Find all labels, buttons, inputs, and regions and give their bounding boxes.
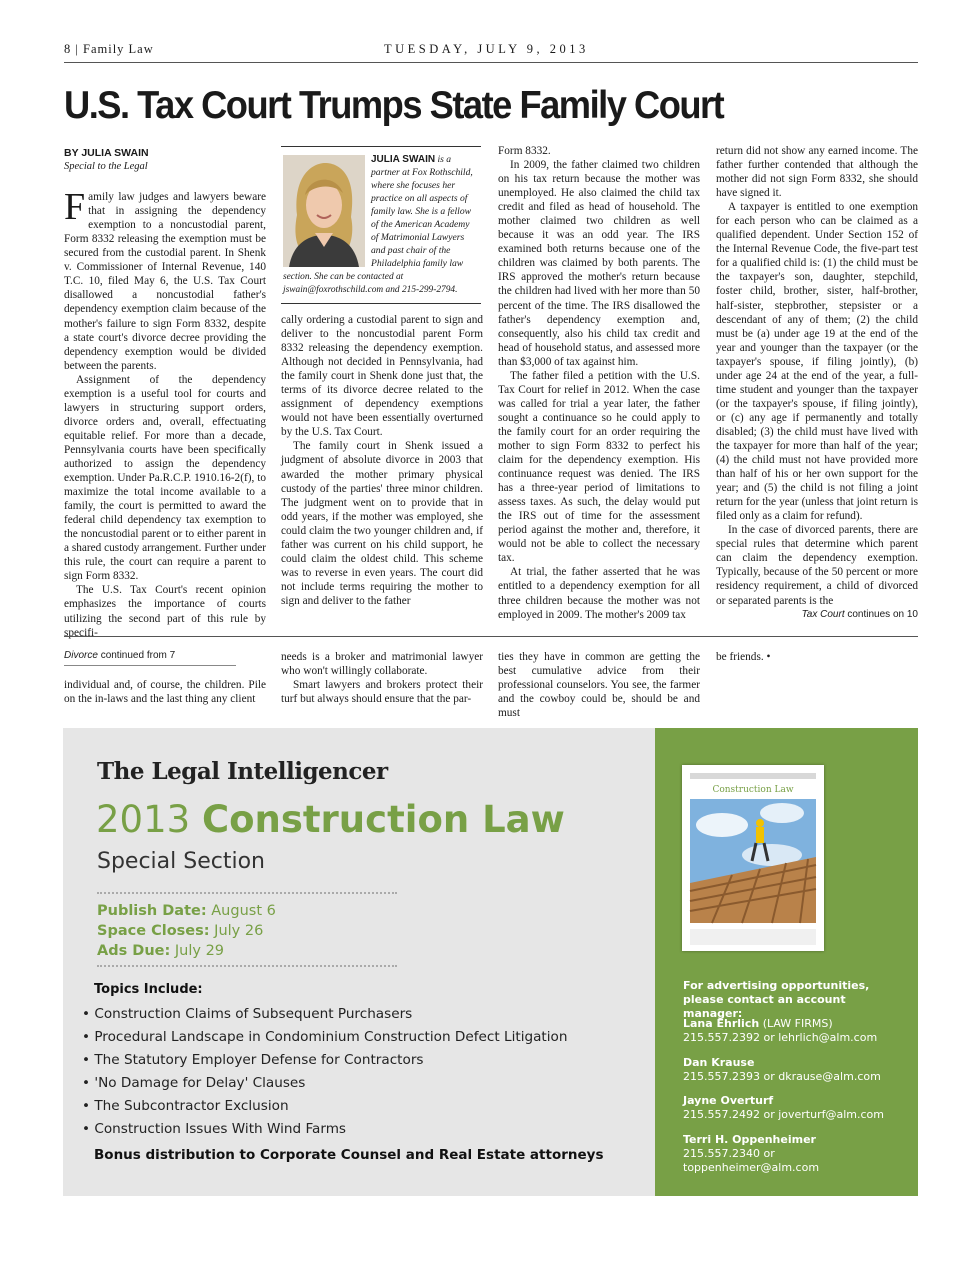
section-divider: [64, 636, 918, 637]
contact-heading-text: For advertising opportunities, please contact an account manager:: [683, 979, 870, 1020]
date-row: [97, 901, 276, 921]
author-bio-box: [281, 146, 481, 304]
continuation-text: continues on: [847, 608, 905, 620]
topics-heading: Topics Include:: [94, 982, 203, 997]
paragraph: A taxpayer is entitled to one exemption for each person who can be claimed as a qualified dependent. Under Section 152 of the Internal Revenue Code, the five-part test for a qualified child is: (1) the child must be the taxpayer's son, daughter, stepchild, foster child, brother, sister, half-brother, half-sister, stepbrother, stepsister or a descendant of any of them; (2) the child must be (a) under age 19 at the end of the year and younger than the taxpayer (or the taxpayer's spouse, if filing jointly), (b) under age 24 at the end of the year, a full-time student and younger than the taxpayer (or the taxpayer's spouse, if filing jointly), or (c) any age if permanently and totally disabled; (3) the child must have lived with the taxpayer for more than half of the year; (4) the child must not have provided more than half of his or her own support for the year; and (5) the child is not filing a joint return for the year (unless that joint return is filed only as a claim for refund).: [716, 201, 918, 523]
bonus-distribution: Bonus distribution to Corporate Counsel and Real Estate attorneys: [94, 1147, 604, 1163]
contact-entry: [683, 1094, 908, 1122]
paragraph: needs is a broker and matrimonial lawyer who won't willingly collaborate.: [281, 651, 483, 678]
contact-name: Lana Ehrlich: [683, 1017, 760, 1030]
contact-heading: [683, 979, 908, 1021]
paragraph: Smart lawyers and brokers protect their turf but always should ensure that the par-: [281, 679, 483, 706]
bio-description: is a partner at Fox Rothschild, where she focuses her practice on all aspects of family law. She is a fellow of the American Academy of Matrimonial Lawyers and past chair of the Philadelphia family law: [371, 154, 473, 269]
dotted-divider: [97, 892, 397, 894]
contact-entry: [683, 1056, 908, 1084]
paragraph-text: amily law judges and lawyers beware that in assigning the dependency exemption to a noncustodial parent, Form 8332 releasing the exemption must be secured from the custodial parent. In Shenk v. Commissioner of Internal Revenue, 140 T.C. 10, filed May 6, the U.S. Tax Court disallowed a noncustodial father's dependency exemption claim because of the mother's failure to sign Form 8332, despite a state court's divorce decree providing the dependency exemption would be divided between the parents.: [64, 191, 266, 372]
bio-name: JULIA SWAIN: [371, 154, 436, 165]
contact-line: 215.557.2393 or dkrause@alm.com: [683, 1070, 881, 1083]
date-row: [97, 941, 276, 961]
byline-author: BY JULIA SWAIN: [64, 147, 149, 159]
drop-cap: F: [64, 186, 86, 229]
date-label: Ads Due:: [97, 943, 171, 959]
list-item: • Construction Claims of Subsequent Purchasers: [82, 1003, 567, 1026]
date-label: Publish Date:: [97, 903, 207, 919]
publication-logo: The Legal Intelligencer: [97, 758, 388, 785]
paragraph: The U.S. Tax Court's recent opinion emphasizes the importance of courts utilizing the second part of this rule by specifi-: [64, 584, 266, 639]
dotted-divider: [97, 965, 397, 967]
paragraph: At trial, the father asserted that he was entitled to a dependency exemption for all three children because the mother was not employed in 2009. The mother's 2009 tax: [498, 566, 700, 621]
list-item: • Procedural Landscape in Condominium Construction Defect Litigation: [82, 1026, 567, 1049]
jump-column-3: [498, 650, 700, 720]
continuation-note: [716, 608, 918, 622]
jump-column-2: [281, 650, 483, 706]
article-headline: U.S. Tax Court Trumps State Family Court: [64, 84, 724, 127]
article-column-1: [64, 146, 266, 640]
contact-line: 215.557.2340 or toppenheimer@alm.com: [683, 1147, 820, 1174]
list-item: • Construction Issues With Wind Farms: [82, 1118, 567, 1141]
paragraph: The father filed a petition with the U.S. Tax Court for relief in 2012. When the case was called for trial a year later, the father sought a continuance so he could apply to the family court for an order requiring the mother to sign Form 8332 to perfect his claim for the dependency exemption. His continuance request was denied. The IRS has a three-year period of limitations to assess taxes. As such, the delay would put the IRS out of time for the assessment period against the mother and, therefore, it would not be able to collect the necessary tax.: [498, 369, 700, 565]
date-row: [97, 921, 276, 941]
continued-from-note: [64, 650, 236, 666]
contact-note: (LAW FIRMS): [762, 1017, 833, 1030]
ad-subtitle: Special Section: [97, 849, 265, 874]
paragraph: Form 8332.: [498, 145, 551, 157]
author-portrait-icon: [283, 155, 365, 267]
paragraph: be friends. •: [716, 651, 771, 663]
section-cover-thumbnail: [682, 765, 824, 951]
contact-entry: [683, 1133, 908, 1175]
continuation-page: 10: [906, 608, 918, 620]
paragraph: Assignment of the dependency exemption is a useful tool for courts and lawyers in structuring support orders, divorce orders and, overall, effectuating equitable relief. For more than a decade, Pennsylvania courts have been specifically authorized to assign the dependency exemption. Under Pa.R.C.P. 1910.16-2(f), to maximize the total income available to a family, the court is permitted to award the federal child dependency tax exemption to the noncustodial parent or to either parent in a shared custody arrangement. Further under this rule, the court can require a parent to sign Form 8332.: [64, 373, 267, 583]
paragraph: ties they have in common are getting the best cumulative advice from their professional counselors. You see, the farmer and the cowboy could be, should be and must: [498, 651, 700, 720]
contact-line: 215.557.2492 or joverturf@alm.com: [683, 1108, 884, 1121]
paragraph: [64, 186, 266, 373]
date-value: July 29: [174, 943, 225, 959]
contact-name: Terri H. Oppenheimer: [683, 1133, 816, 1146]
article-column-3: [498, 144, 700, 622]
running-header: [64, 40, 918, 63]
list-item: • The Statutory Employer Defense for Contractors: [82, 1049, 567, 1072]
paragraph: In 2009, the father claimed two children on his tax return because the mother was unemployed. He also claimed the child tax credit and filed as head of household. The mother claimed two children as well because it was an odd year. The IRS examined both returns because one of the children was claimed by both parents. The IRS approved the mother's return because the children had lived with her more than 50 percent of the time. The IRS disallowed the father's dependency exemption and, consequently, also his child tax credit and head of household status, and assessed more than $3,000 of tax against him.: [498, 159, 700, 368]
paragraph: return did not show any earned income. The father further contended that although the mother did not sign Form 8332, she should have signed it.: [716, 145, 918, 200]
contact-name: Dan Krause: [683, 1056, 755, 1069]
contact-name: Jayne Overturf: [683, 1094, 774, 1107]
list-item: • The Subcontractor Exclusion: [82, 1095, 567, 1118]
topics-list: [82, 1003, 567, 1141]
contact-line: 215.557.2392 or lehrlich@alm.com: [683, 1031, 878, 1044]
ad-title-text: Construction Law: [201, 798, 565, 841]
continued-page: 7: [169, 650, 176, 661]
article-column-2: [281, 313, 483, 608]
paragraph: In the case of divorced parents, there are special rules that determine which parent can claim the dependency exemption. Typically, because of the 50 percent or more residency requirement, a child of divorced or separated parents is the: [716, 524, 918, 607]
jump-column-4: [716, 650, 918, 664]
page-section-label: 8 | Family Law: [64, 42, 154, 56]
bio-text: [371, 153, 479, 270]
paragraph: The family court in Shenk issued a judgment of absolute divorce in 2003 that awarded the mother primary physical custody of the parties' three minor children. The judgment went on to provide that in odd years, if the mother was employed, she could claim the two younger children and, if father was current on his child support, he could claim the oldest child. This scheme was to reverse in even years. The court did not include terms requiring the mother to sign and deliver to the father: [281, 440, 483, 607]
article-column-4: [716, 144, 918, 622]
ad-year: 2013: [96, 798, 191, 841]
contact-entry: [683, 1017, 908, 1045]
continued-text: continued from: [100, 650, 167, 661]
paragraph: cally ordering a custodial parent to sign and deliver to the noncustodial parent Form 8332 releasing the dependency exemption. Although not decided in Pennsylvania, had the family court in Shenk done just that, the terms of its divorce decree related to the assignment of dependency exemptions would not have been essentially overturned by the U.S. Tax Court.: [281, 314, 483, 439]
continuation-label: Tax Court: [801, 608, 845, 620]
ad-dates: [97, 901, 276, 961]
cover-title: Construction Law: [712, 785, 794, 795]
byline-role: Special to the Legal: [64, 161, 148, 173]
author-photo: [283, 155, 365, 267]
ad-title: [96, 798, 565, 841]
continued-label: Divorce: [64, 650, 98, 661]
date-label: Space Closes:: [97, 923, 210, 939]
list-item: • 'No Damage for Delay' Clauses: [82, 1072, 567, 1095]
paragraph: individual and, of course, the children. Pile on the in-laws and the last thing any client: [64, 679, 266, 706]
date-value: August 6: [211, 903, 276, 919]
jump-column-1: [64, 678, 266, 706]
issue-date: TUESDAY, JULY 9, 2013: [384, 42, 589, 56]
date-value: July 26: [214, 923, 264, 939]
bio-contact: section. She can be contacted at jswain@foxrothschild.com and 215-299-2794.: [283, 272, 458, 295]
